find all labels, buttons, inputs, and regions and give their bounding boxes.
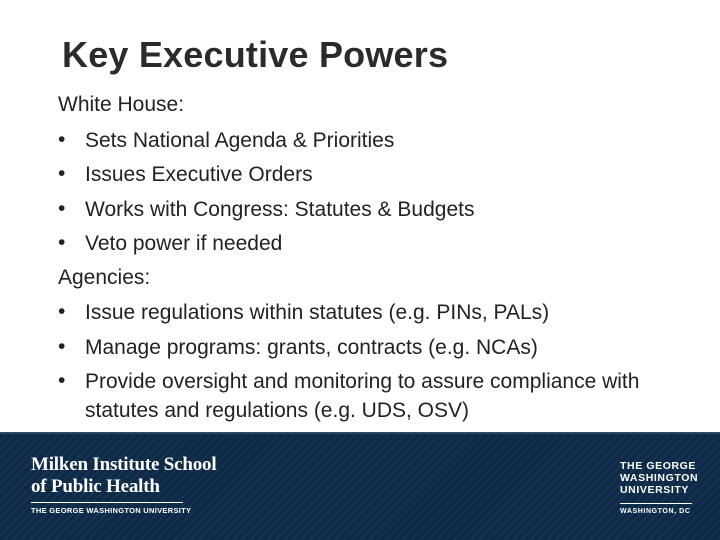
slide-title: Key Executive Powers bbox=[62, 34, 449, 75]
milken-logo-rule bbox=[31, 502, 183, 503]
bullet-text: Issue regulations within statutes (e.g. PINs, PALs) bbox=[85, 301, 550, 324]
bullet-text: Veto power if needed bbox=[85, 232, 283, 255]
bullet-text: Provide oversight and monitoring to assure compliance with statutes and regulations (e.g. UDS, OSV) bbox=[85, 370, 640, 422]
footer-divider bbox=[0, 432, 720, 434]
list-item bbox=[58, 157, 698, 192]
gwu-logo-line1: THE GEORGE bbox=[620, 460, 697, 472]
section-heading-white-house: White House: bbox=[58, 93, 185, 116]
list-item bbox=[58, 364, 698, 428]
gwu-logo-line2: WASHINGTON bbox=[620, 472, 699, 484]
list-item bbox=[58, 226, 698, 261]
list-item bbox=[58, 330, 698, 365]
gwu-logo-rule bbox=[620, 503, 692, 504]
white-house-bullet-list bbox=[58, 123, 698, 261]
bullet-icon: • bbox=[58, 369, 66, 392]
list-item bbox=[58, 295, 698, 330]
bullet-icon: • bbox=[58, 231, 66, 254]
section-heading-agencies: Agencies: bbox=[58, 265, 151, 289]
bullet-icon: • bbox=[58, 162, 66, 185]
bullet-icon: • bbox=[58, 196, 66, 220]
gwu-logo-location: WASHINGTON, DC bbox=[620, 508, 691, 515]
milken-school-logo bbox=[31, 454, 216, 515]
milken-logo-line2: of Public Health bbox=[31, 476, 160, 497]
bullet-text: Sets National Agenda & Priorities bbox=[85, 128, 395, 152]
bullet-icon: • bbox=[58, 127, 66, 151]
gwu-logo-line3: UNIVERSITY bbox=[620, 484, 690, 496]
gwu-logo bbox=[620, 460, 698, 515]
bullet-text: Manage programs: grants, contracts (e.g. NCAs) bbox=[85, 335, 538, 359]
bullet-icon: • bbox=[58, 300, 66, 323]
milken-logo-line1: Milken Institute School bbox=[31, 454, 217, 475]
footer-band bbox=[0, 432, 720, 540]
bullet-text: Issues Executive Orders bbox=[85, 163, 313, 186]
milken-logo-line3: THE GEORGE WASHINGTON UNIVERSITY bbox=[31, 506, 192, 515]
list-item bbox=[58, 123, 698, 158]
bullet-text: Works with Congress: Statutes & Budgets bbox=[85, 197, 475, 221]
slide-body bbox=[58, 88, 698, 428]
bullet-icon: • bbox=[58, 334, 66, 358]
agencies-bullet-list bbox=[58, 295, 698, 428]
list-item bbox=[58, 192, 698, 227]
